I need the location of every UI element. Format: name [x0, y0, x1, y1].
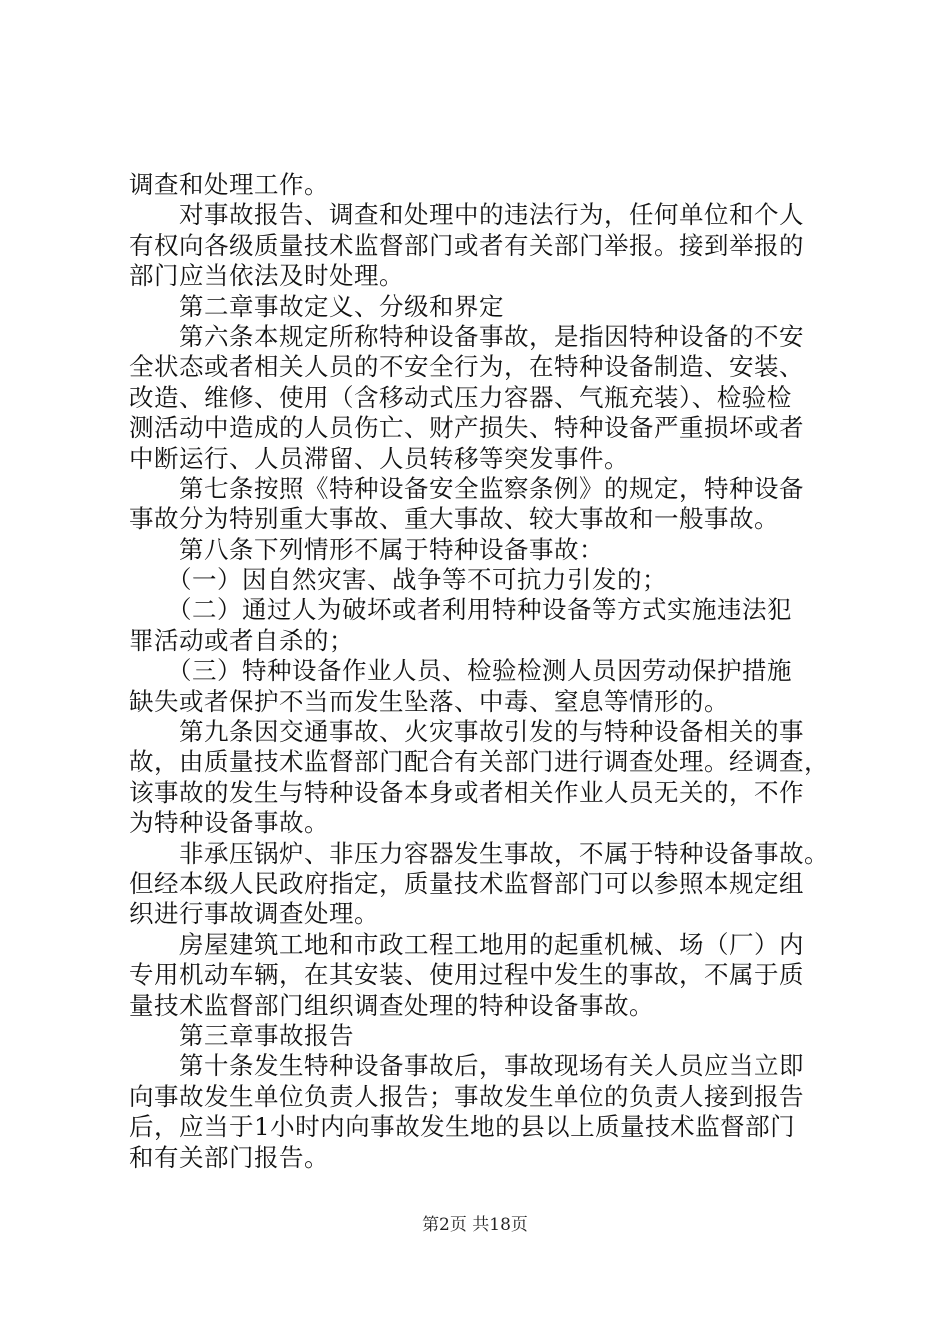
text-line: 后，应当于1小时内向事故发生地的县以上质量技术监督部门	[129, 1112, 796, 1142]
text-line: 测活动中造成的人员伤亡、财产损失、特种设备严重损坏或者	[129, 413, 804, 443]
text-line: 事故分为特别重大事故、重大事故、较大事故和一般事故。	[129, 504, 779, 534]
article-start-line: 第九条因交通事故、火灾事故引发的与特种设备相关的事	[179, 717, 804, 747]
text-line: 部门应当依法及时处理。	[129, 261, 404, 291]
chapter-heading: 第三章事故报告	[179, 1020, 354, 1050]
text-line: 专用机动车辆，在其安装、使用过程中发生的事故，不属于质	[129, 960, 804, 990]
text-line: 缺失或者保护不当而发生坠落、中毒、窒息等情形的。	[129, 686, 729, 716]
list-item: （二）通过人为破坏或者利用特种设备等方式实施违法犯	[167, 595, 792, 625]
article-start-line: 第八条下列情形不属于特种设备事故：	[179, 534, 604, 564]
text-line: 改造、维修、使用（含移动式压力容器、气瓶充装）、检验检	[129, 382, 792, 412]
text-line: 中断运行、人员滞留、人员转移等突发事件。	[129, 443, 629, 473]
document-body	[129, 170, 829, 1173]
text-line: 量技术监督部门组织调查处理的特种设备事故。	[129, 990, 654, 1020]
text-line: 向事故发生单位负责人报告；事故发生单位的负责人接到报告	[129, 1081, 804, 1111]
text-line: 调查和处理工作。	[129, 170, 329, 199]
list-item: （一）因自然灾害、战争等不可抗力引发的；	[167, 565, 667, 595]
chapter-heading: 第二章事故定义、分级和界定	[179, 291, 504, 321]
text-line: 和有关部门报告。	[129, 1142, 329, 1172]
text-line: 织进行事故调查处理。	[129, 899, 379, 929]
text-line: 有权向各级质量技术监督部门或者有关部门举报。接到举报的	[129, 230, 804, 260]
article-start-line: 第六条本规定所称特种设备事故，是指因特种设备的不安	[179, 321, 804, 351]
paragraph-start-line: 房屋建筑工地和市政工程工地用的起重机械、场（厂）内	[179, 929, 804, 959]
list-item: （三）特种设备作业人员、检验检测人员因劳动保护措施	[167, 656, 792, 686]
paragraph-start-line: 非承压锅炉、非压力容器发生事故，不属于特种设备事故。	[179, 838, 829, 868]
text-line: 全状态或者相关人员的不安全行为，在特种设备制造、安装、	[129, 352, 804, 382]
text-line: 该事故的发生与特种设备本身或者相关作业人员无关的，不作	[129, 777, 804, 807]
article-start-line: 第七条按照《特种设备安全监察条例》的规定，特种设备	[179, 473, 804, 503]
text-line: 罪活动或者自杀的；	[129, 625, 354, 655]
text-line: 为特种设备事故。	[129, 808, 329, 838]
page-number-footer: 第2页 共18页	[422, 1215, 528, 1235]
text-line: 故，由质量技术监督部门配合有关部门进行调查处理。经调查，	[129, 747, 829, 777]
text-line: 但经本级人民政府指定，质量技术监督部门可以参照本规定组	[129, 868, 804, 898]
paragraph-start-line: 对事故报告、调查和处理中的违法行为，任何单位和个人	[179, 200, 804, 230]
article-start-line: 第十条发生特种设备事故后，事故现场有关人员应当立即	[179, 1051, 804, 1081]
